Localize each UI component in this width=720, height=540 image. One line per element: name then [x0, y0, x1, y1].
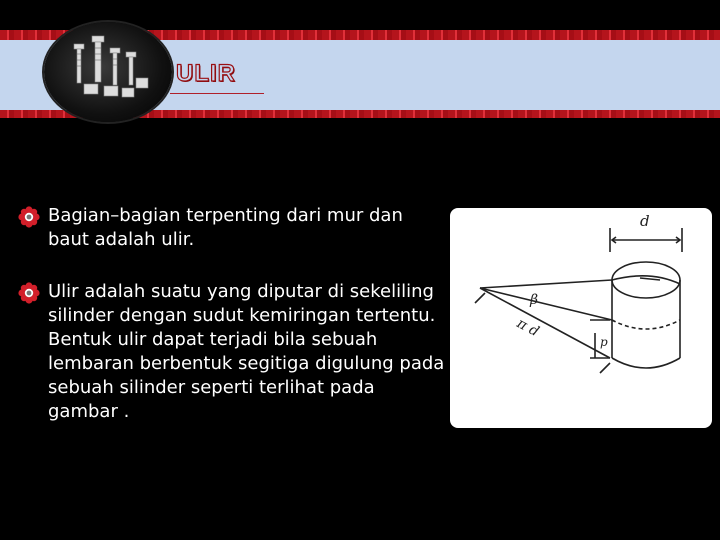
bullet-text: Bagian–bagian terpenting dari mur dan baut adalah ulir.	[48, 205, 403, 250]
circumference-label: π d	[514, 315, 542, 341]
title-underline	[170, 93, 264, 94]
bullet-item	[18, 280, 448, 424]
angle-label: β	[530, 292, 539, 308]
page-title: ULIR	[176, 60, 236, 87]
bullet-item	[18, 204, 448, 252]
diameter-label: d	[640, 212, 650, 230]
bolts-image	[44, 22, 172, 122]
thread-diagram	[450, 208, 712, 428]
flower-bullet-icon	[18, 282, 40, 304]
bullet-text: Ulir adalah suatu yang diputar di sekeliling silinder dengan sudut kemiringan tertentu. Bentuk ulir dapat terjadi bila sebuah lembaran berbentuk segitiga digulung pada sebuah silinder seperti terlihat pada gambar .	[48, 281, 445, 422]
bullet-list	[18, 204, 448, 452]
pitch-label: p	[600, 335, 608, 349]
flower-bullet-icon	[18, 206, 40, 228]
